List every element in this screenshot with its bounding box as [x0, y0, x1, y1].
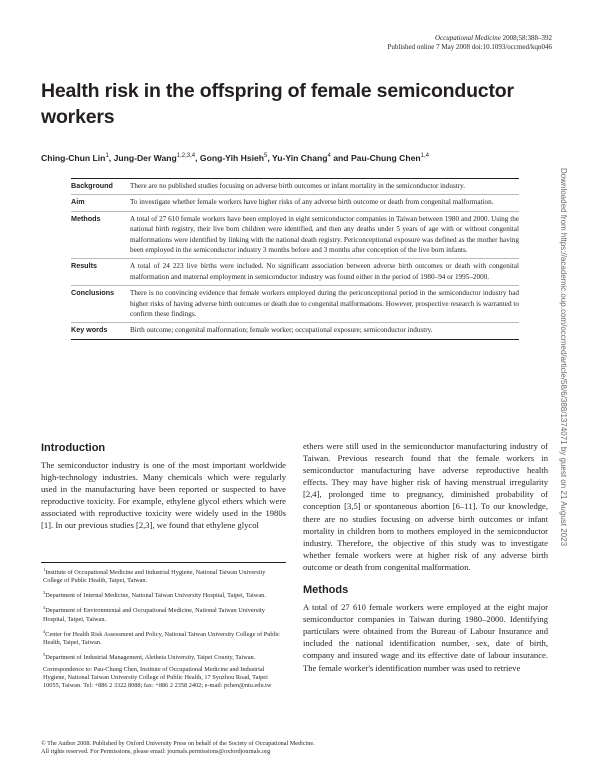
footnote-number: 1 — [43, 567, 46, 572]
permissions-line: All rights reserved. For Permissions, please email: journals.permissions@oxfordjournals.org — [41, 748, 271, 756]
abstract-label: Methods — [71, 213, 101, 223]
footnote — [41, 604, 286, 623]
abstract-row-methods — [71, 212, 519, 260]
affiliation-footnotes — [41, 562, 286, 695]
abstract-row-results — [71, 259, 519, 286]
footnote — [41, 628, 286, 647]
abstract-label: Aim — [71, 197, 85, 207]
author-affiliation: 1 — [105, 153, 109, 159]
author-affiliation: 4 — [327, 153, 331, 159]
footnote-number: 2 — [43, 590, 46, 596]
left-column — [41, 441, 286, 532]
abstract-text: There are no published studies focusing on adverse birth outcomes or infant mortality in the semiconductor industry. — [130, 182, 466, 190]
journal-name: Occupational Medicine — [434, 34, 501, 42]
publication-info: Published online 7 May 2008 doi:10.1093/occmed/kqn046 — [387, 43, 552, 51]
author-affiliation: 1,2,3,4 — [176, 153, 196, 159]
author-name: Yu-Yin Chang — [272, 152, 328, 163]
footnote-text: Center for Health Risk Assessment and Policy, National Taiwan University College of Public Health, Taipei, Taiwan. — [43, 630, 280, 646]
abstract-text: There is no convincing evidence that female workers employed during the periconceptional period in the semiconductor industry had higher risks of having adverse birth outcomes or death due to congenital malformations. However, prospective research is warranted to confirm these findings. — [130, 289, 519, 319]
methods-paragraph: A total of 27 610 female workers were employed at the eight major semiconductor companies in Taiwan during 1980–2000. Identifying particulars were obtained from the Bureau of Labour Insurance and included the national identification number, sex, date of birth, company and insured wage and its effective date of labour insurance. The female worker's identification number was used to retrieve — [303, 602, 548, 673]
author-name: Jung-Der Wang — [113, 152, 177, 163]
author-list: Ching-Chun Lin$^1$, Jung-Der Wang$^{1,2,3,4}$, Gong-Yih Hsieh$^5$, Yu-Yin Chang$^4$ and Pau-Chung Chen$^{1,4}$ — [41, 152, 429, 163]
introduction-paragraph-continued: ethers were still used in the semiconductor manufacturing industry of Taiwan. Previous research found that the female workers in semiconductor manufacturing have adverse reproductive health effects. They may have higher risk of having menstrual irregularity [2,4], prolonged time to pregnancy, diminished probability of conception [3,5] or spontaneous abortion [6–11]. To our knowledge, there are no studies focusing on adverse birth outcomes or infant mortality in children born to mothers employed in the semiconductor industry. Therefore, the objective of this study was to investigate whether female workers were at higher risk of any adverse birth outcome or death from congenital malformation. — [303, 441, 548, 572]
author-name: Pau-Chung Chen — [350, 152, 421, 163]
footnote — [41, 589, 286, 600]
abstract-text: To investigate whether female workers have higher risks of any adverse birth outcome or death from congenital malformation. — [130, 198, 494, 207]
download-watermark: Downloaded from https://academic.oup.com/occmed/article/58/6/388/1374071 by guest on 21 August 2023 — [559, 168, 568, 547]
journal-header — [388, 34, 553, 52]
journal-citation: 2008;58:388–392 — [500, 34, 552, 42]
abstract-row-background — [71, 179, 519, 195]
abstract-label: Background — [71, 181, 113, 190]
introduction-paragraph: The semiconductor industry is one of the most important worldwide high-technology industries. Many chemicals which were regularly used in the manufacturing have been reported or suspected to have reproductive toxicity. For example, ethylene glycol ethers which were associated with reproductive toxicity were widely used in the 1980s [1]. In our previous studies [2,3], we found that ethylene glycol — [41, 460, 286, 531]
author-name: Ching-Chun Lin — [41, 152, 106, 163]
correspondence-note: Correspondence to: Pau-Chung Chen, Institute of Occupational Medicine and Industrial Hygiene, National Taiwan University College of Public Health, 17 Syuzhou Road, Taipei 10055, Taiwan. Tel: +886 2 3322 8088; fax: +886 2 2358 2402; e-mail: pchen@ntu.edu.tw — [43, 666, 272, 690]
footnote-text: Department of Industrial Management, Aletheia University, Taipei County, Taiwan. — [45, 654, 256, 662]
author-affiliation: 1,4 — [420, 153, 429, 159]
structured-abstract — [71, 178, 519, 340]
methods-heading: Methods — [303, 584, 349, 597]
footnote-number: 5 — [43, 652, 46, 658]
abstract-text: A total of 24 223 live births were included. No significant association between adverse birth outcomes or death with congenital malformation and maternal employment in semiconductor industry was found either in the period of 1980–94 or 1995–2000. — [130, 262, 519, 281]
footnote-text: Department of Internal Medicine, National Taiwan University Hospital, Taipei, Taiwan. — [45, 592, 266, 600]
abstract-row-aim — [71, 195, 519, 211]
copyright-notice — [41, 740, 561, 757]
footnote — [41, 566, 286, 585]
abstract-label: Conclusions — [71, 288, 115, 298]
footnote-text: Institute of Occupational Medicine and Industrial Hygiene, National Taiwan University College of Public Health, Taipei, Taiwan. — [43, 569, 266, 585]
copyright-line: © The Author 2008. Published by Oxford University Press on behalf of the Society of Occupational Medicine. — [41, 740, 315, 747]
abstract-label: Key words — [71, 325, 108, 335]
footnote-number: 3 — [43, 605, 46, 611]
abstract-text: A total of 27 610 female workers have been employed in eight semiconductor companies in Taiwan between 1980 and 2000. Using the national birth registry, their live born children were identified, and then any deaths under 5 years of age with or without congenital malformations were identified by linking with the national death registry. Periconceptional exposure was defined as the mother having been employed in the semiconductor industry 3 months before and 3 months after conception of the live born infants. — [130, 214, 519, 255]
abstract-row-keywords — [71, 323, 519, 338]
abstract-label: Results — [71, 261, 97, 271]
abstract-text: Birth outcome; congenital malformation; female worker; occupational exposure; semiconductor industry. — [130, 326, 433, 335]
abstract-row-conclusions — [71, 286, 519, 323]
footnote-text: Department of Environmental and Occupational Medicine, National Taiwan University Hospital, Taipei, Taiwan. — [43, 607, 265, 623]
author-affiliation: 5 — [264, 153, 268, 159]
footnote — [41, 651, 286, 662]
introduction-heading: Introduction — [41, 442, 106, 454]
author-name: Gong-Yih Hsieh — [199, 152, 265, 163]
footnote-number: 4 — [43, 628, 46, 634]
right-column — [303, 440, 548, 674]
article-title: Health risk in the offspring of female semiconductor workers — [41, 80, 514, 128]
